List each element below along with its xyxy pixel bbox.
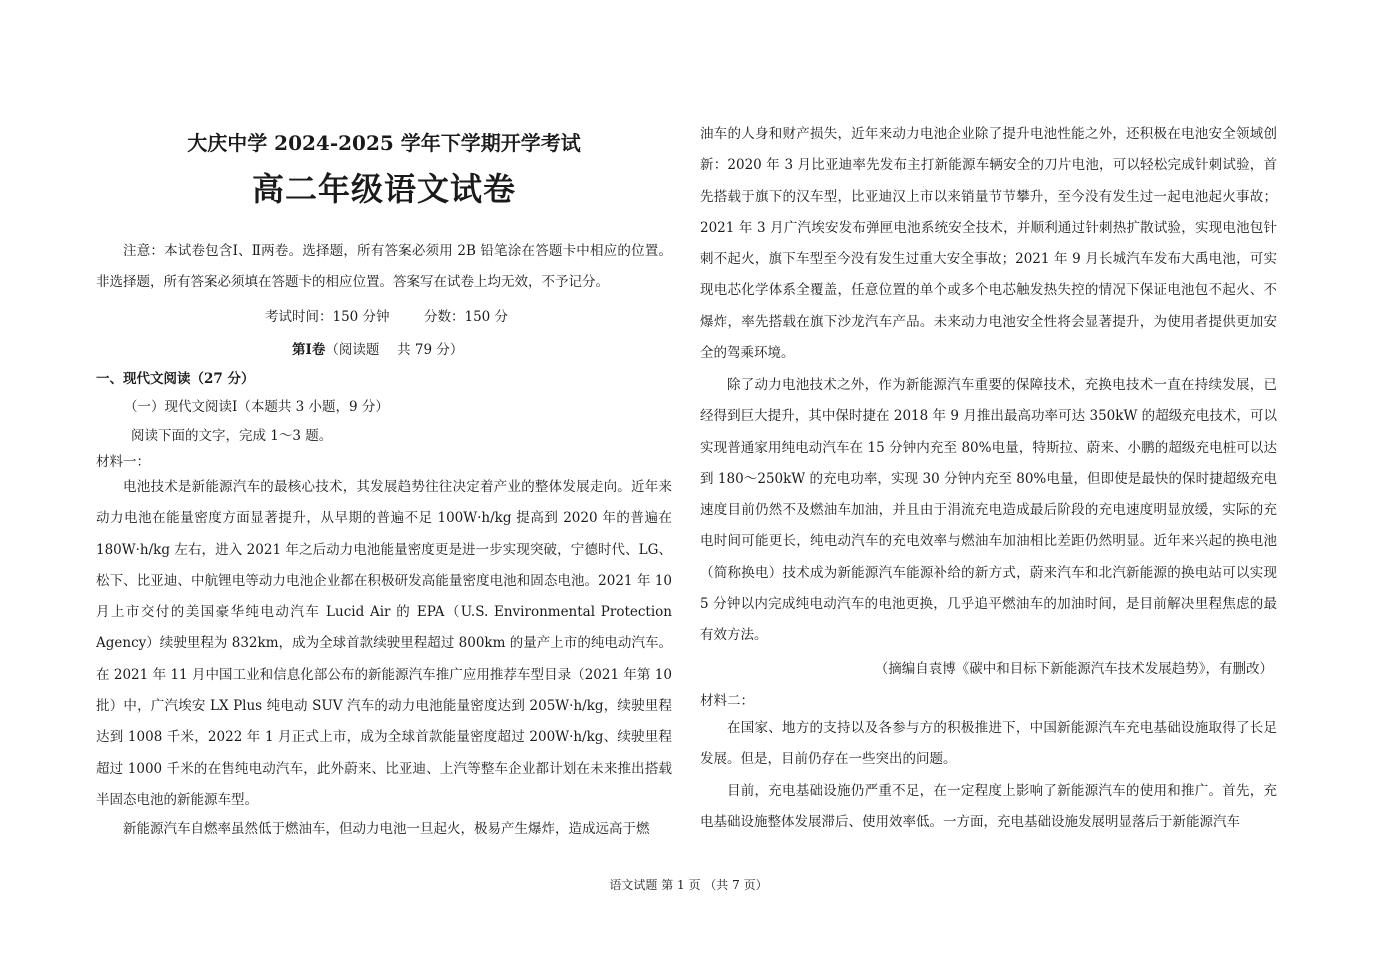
- section-detail: （阅读题 共 79 分）: [325, 342, 464, 358]
- part1-subheading: （一）现代文阅读Ⅰ（本题共 3 小题，9 分）: [124, 399, 389, 415]
- exam-notice: 注意：本试卷包含Ⅰ、Ⅱ两卷。选择题，所有答案必须用 2B 铅笔涂在答题卡中相应的位置。非选择题，所有答案必须填在答题卡的相应位置。答案写在试卷上均无效，不予记分。: [96, 243, 672, 290]
- section-header: [292, 338, 463, 358]
- material1-paragraph-2-continued: 油车的人身和财产损失，近年来动力电池企业除了提升电池性能之外，还积极在电池安全领域创新：2020 年 3 月比亚迪率先发布主打新能源车辆安全的刀片电池，可以轻松完成针刺试验，首先搭载于旗下的汉车型，比亚迪汉上市以来销量节节攀升，至今没有发生过一起电池起火事故；2021 年 3 月广汽埃安发布弹匣电池系统安全技术，并顺利通过针刺热扩散试验，实现电池包针刺不起火，旗下车型至今没有发生过重大安全事故；2021 年 9 月长城汽车发布大禹电池，可实现电芯化学体系全覆盖，任意位置的单个或多个电芯触发热失控的情况下保证电池包不起火、不爆炸，率先搭载在旗下沙龙汽车产品。未来动力电池安全性将会显著提升，为使用者提供更加安全的驾乘环境。: [700, 126, 1277, 362]
- exam-score: 分数：150 分: [424, 309, 509, 325]
- part1-heading: 一、现代文阅读（27 分）: [96, 371, 255, 387]
- exam-time: 考试时间：150 分钟: [265, 309, 390, 325]
- material1-paragraph-3: 除了动力电池技术之外，作为新能源汽车重要的保障技术，充换电技术一直在持续发展，已经得到巨大提升，其中保时捷在 2018 年 9 月推出最高功率可达 350kW 的超级充电技术，可以实现普通家用纯电动汽车在 15 分钟内充至 80%电量，特斯拉、蔚来、小鹏的超级充电桩可以达到 180～250kW 的充电功率，实现 30 分钟内充至 80%电量，但即使是最快的保时捷超级充电速度目前仍然不及燃油车加油，并且由于涓流充电造成最后阶段的充电速度明显放缓，实际的充电时间可能更长，纯电动汽车的充电效率与燃油车加油相比差距仍然明显。近年来兴起的换电池（简称换电）技术成为新能源汽车能源补给的新方式，蔚来汽车和北汽新能源的换电站可以实现 5 分钟以内完成纯电动汽车的电池更换，几乎追平燃油车的加油时间，是目前解决里程焦虑的最有效方法。: [700, 377, 1277, 644]
- exam-title: 大庆中学 2024-2025 学年下学期开学考试: [187, 131, 581, 155]
- section-volume: 第Ⅰ卷: [292, 342, 326, 358]
- material1-source: （摘编自袁博《碳中和目标下新能源汽车技术发展趋势》，有删改）: [874, 661, 1273, 677]
- material2-paragraph-2: 目前，充电基础设施仍严重不足，在一定程度上影响了新能源汽车的使用和推广。首先，充电基础设施整体发展滞后、使用效率低。一方面，充电基础设施发展明显落后于新能源汽车: [700, 783, 1277, 831]
- material2-label: 材料二：: [700, 693, 754, 709]
- material2-paragraph-1: 在国家、地方的支持以及各参与方的积极推进下，中国新能源汽车充电基础设施取得了长足发展。但是，目前仍存在一些突出的问题。: [700, 720, 1277, 768]
- part1-instruction: 阅读下面的文字，完成 1～3 题。: [131, 428, 333, 444]
- material1-paragraph-2: 新能源汽车自燃率虽然低于燃油车，但动力电池一旦起火，极易产生爆炸，造成远高于燃: [123, 821, 650, 837]
- material1-paragraph-1: 电池技术是新能源汽车的最核心技术，其发展趋势往往决定着产业的整体发展走向。近年来动力电池在能量密度方面显著提升，从早期的普遍不足 100W·h/kg 提高到 2020 年的普遍在 180W·h/kg 左右，进入 2021 年之后动力电池能量密度更是进一步实现突破，宁德时代、LG、松下、比亚迪、中航锂电等动力电池企业都在积极研发高能量密度电池和固态电池。2021 年 10 月上市交付的美国豪华纯电动汽车 Lucid Air 的 EPA（U.S. Environmental Protection Agency）续驶里程为 832km，成为全球首款续驶里程超过 800km 的量产上市的纯电动汽车。在 2021 年 11 月中国工业和信息化部公布的新能源汽车推广应用推荐车型目录（2021 年第 10 批）中，广汽埃安 LX Plus 纯电动 SUV 汽车的动力电池能量密度达到 205W·h/kg，续驶里程达到 1008 千米，2022 年 1 月正式上市，成为全球首款能量密度超过 200W·h/kg、续驶里程超过 1000 千米的在售纯电动汽车，此外蔚来、比亚迪、上汽等整车企业都计划在未来推出搭载半固态电池的新能源车型。: [96, 479, 672, 808]
- page-footer: 语文试题 第 1 页 （共 7 页）: [609, 878, 768, 892]
- material1-label: 材料一：: [96, 454, 150, 470]
- exam-subtitle: 高二年级语文试卷: [251, 170, 516, 208]
